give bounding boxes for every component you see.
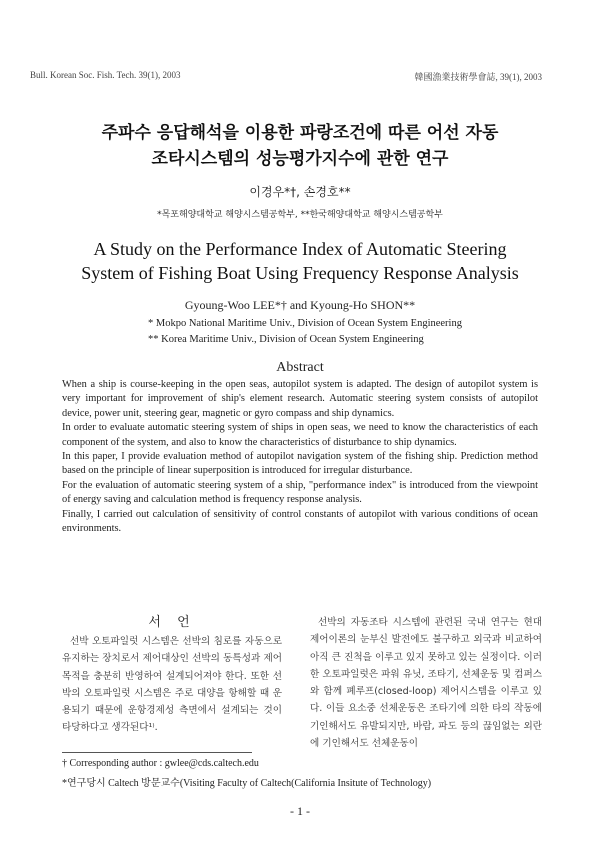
korean-title-line1: 주파수 응답해석을 이용한 파랑조건에 따른 어선 자동 <box>101 123 499 143</box>
english-affiliation-2: ** Korea Maritime Univ., Division of Ocean System Engineering <box>148 334 424 345</box>
footnote-corresponding-author: † Corresponding author : gwlee@cds.caltech.edu <box>62 758 259 769</box>
abstract-paragraph: For the evaluation of automatic steering system of a ship, "performance index" is introduced from the viewpoint of energy saving and calculation method is frequency response analysis. <box>62 479 538 506</box>
abstract-paragraph: When a ship is course-keeping in the open seas, autopilot system is adapted. The design of autopilot system is very important for improvement of ship's element research. Automatic steering system consists of autopilot device, power unit, steering gear, magnetic or gyro compass and ship dynamics. <box>62 379 538 419</box>
english-authors: Gyoung-Woo LEE*† and Kyoung-Ho SHON** <box>184 298 416 312</box>
abstract-paragraph: In this paper, I provide evaluation method of autopilot navigation system of the fishing ship. Prediction method based on the principle of linear superposition is introduced for irregular disturbance. <box>62 451 538 477</box>
footnote-divider <box>62 752 252 753</box>
introduction-left-column: 선박 오토파일럿 시스템은 선박의 침로를 자동으로 유지하는 장치로서 제어대상인 선박의 동특성과 제어목적을 충분히 반영하여 설계되어져야 한다. 또한 선박의 오토파일럿 시스템은 주로 대양을 항해할 때 운용되기 때문에 운항경제성 측면에서 설계되는 것이 타당하다고 생각된다¹⁾. <box>62 636 282 734</box>
journal-header-right: 韓國漁業技術學會誌, 39(1), 2003 <box>414 72 542 82</box>
english-title-line1: A Study on the Performance Index of Automatic Steering <box>93 239 507 259</box>
journal-header-left: Bull. Korean Soc. Fish. Tech. 39(1), 2003 <box>30 70 181 80</box>
footnote-visiting-faculty: *연구당시 Caltech 방문교수(Visiting Faculty of Caltech(California Insitute of Technology) <box>62 778 432 789</box>
english-title-line2: System of Fishing Boat Using Frequency Response Analysis <box>81 263 519 283</box>
abstract-body <box>62 378 538 536</box>
korean-title-line2: 조타시스템의 성능평가지수에 관한 연구 <box>151 149 449 169</box>
abstract-paragraph: Finally, I carried out calculation of sensitivity of control constants of autopilot with various conditions of ocean environments. <box>62 508 538 535</box>
korean-authors: 이경우*†, 손경호** <box>249 185 351 199</box>
english-affiliation-1: * Mokpo National Maritime Univ., Division of Ocean System Engineering <box>148 318 462 329</box>
abstract-paragraph: In order to evaluate automatic steering system of ships in open seas, we need to know the characteristics of each component of the system, and also to know the characteristics of disturbance to ship dynamics. <box>62 422 538 448</box>
korean-affiliations: *목포해양대학교 해양시스템공학부, **한국해양대학교 해양시스템공학부 <box>157 210 443 220</box>
page-number: - 1 - <box>290 804 310 818</box>
introduction-heading: 서 언 <box>148 615 196 630</box>
abstract-heading: Abstract <box>276 360 324 375</box>
introduction-right-column: 선박의 자동조타 시스템에 관련된 국내 연구는 현대 제어이론의 눈부신 발전에도 불구하고 외국과 비교하여 아직 큰 진척을 이루고 있지 못하고 있는 실정이다. 이러한 오토파일럿은 파워 유닛, 조타기, 선체운동 및 컴퍼스와 함께 폐루프(closed-loop) 제어시스템을 이루고 있다. 이들 요소중 선체운동은 조타기에 의한 타의 작동에 기인해서도 유발되지만, 바람, 파도 등의 끊임없는 외란에 기인해서도 선체운동이 <box>310 617 542 750</box>
